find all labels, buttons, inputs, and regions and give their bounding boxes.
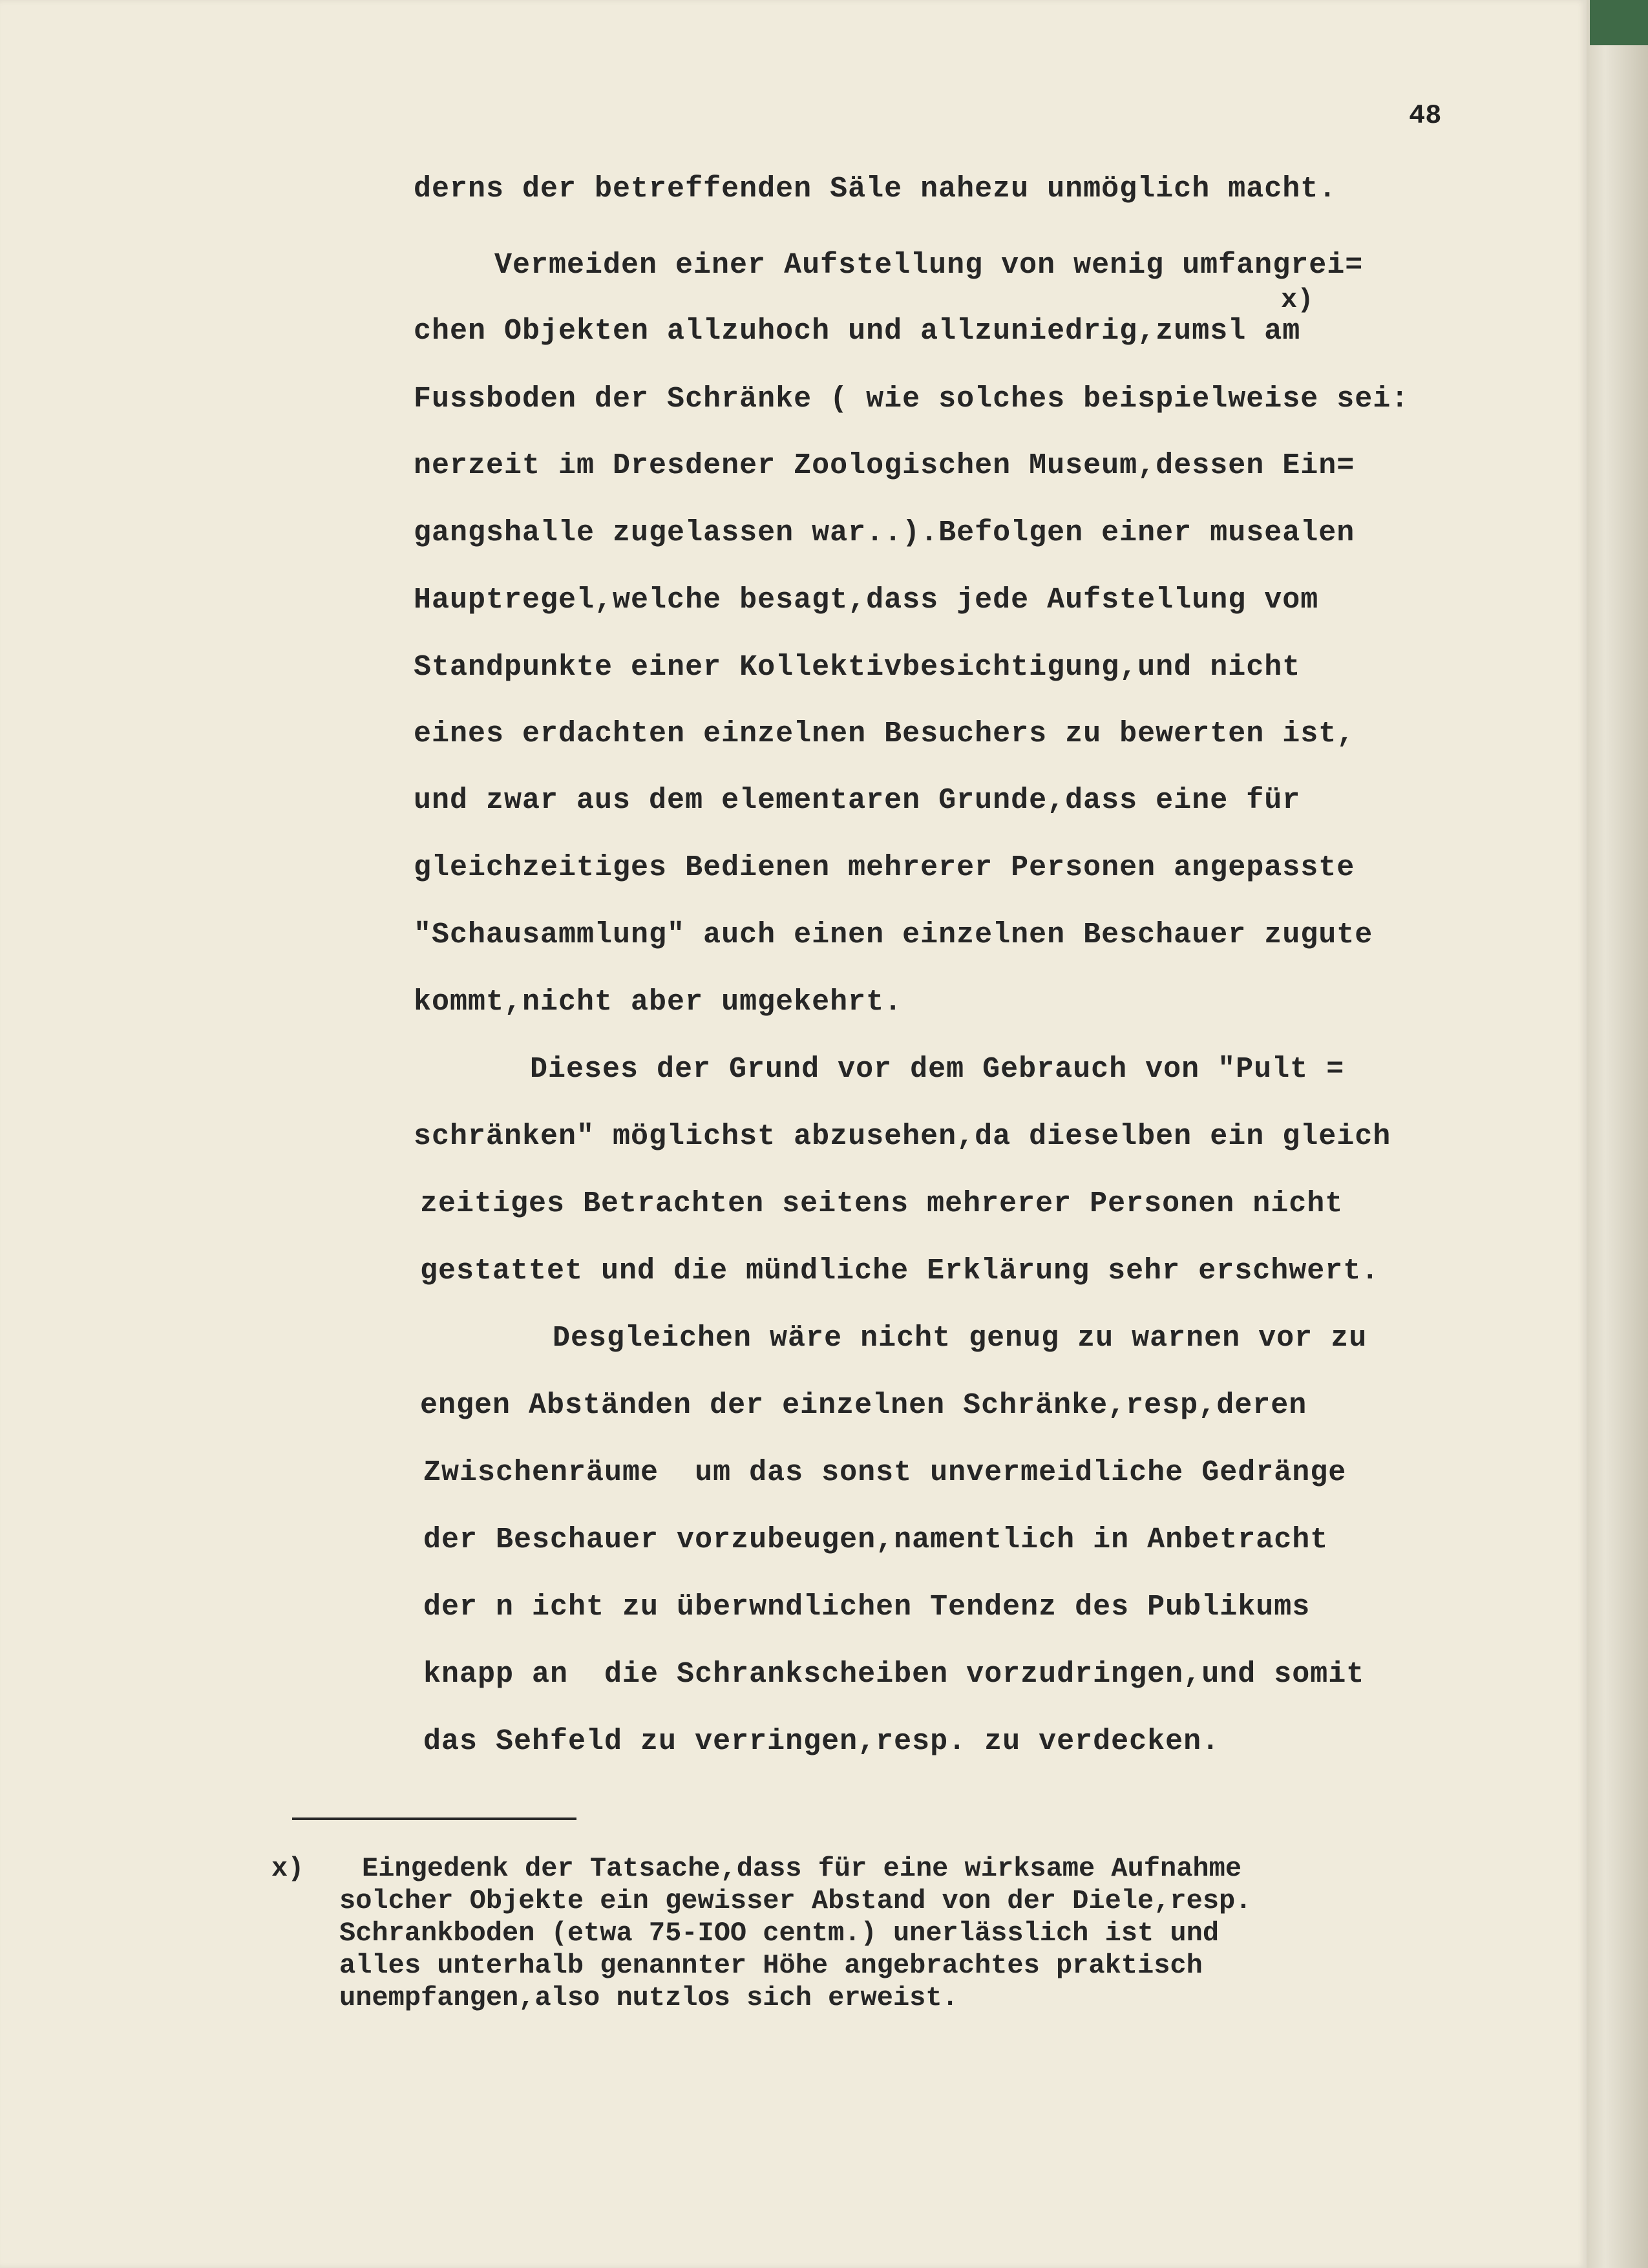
body-line: gestattet und die mündliche Erklärung sehr erschwert. bbox=[420, 1255, 1380, 1288]
body-line: kommt,nicht aber umgekehrt. bbox=[414, 986, 903, 1019]
body-line: Vermeiden einer Aufstellung von wenig umfangrei= bbox=[494, 249, 1364, 282]
body-line: knapp an die Schrankscheiben vorzudringen,und somit bbox=[423, 1658, 1365, 1691]
background-corner bbox=[1590, 0, 1648, 45]
page-number: 48 bbox=[1409, 100, 1442, 131]
body-line: Standpunkte einer Kollektivbesichtigung,und nicht bbox=[414, 651, 1301, 684]
footnote-line: alles unterhalb genannter Höhe angebrachtes praktisch bbox=[339, 1950, 1203, 1981]
body-line: der Beschauer vorzubeugen,namentlich in Anbetracht bbox=[423, 1523, 1329, 1556]
body-line: Zwischenräume um das sonst unvermeidliche Gedränge bbox=[423, 1456, 1347, 1489]
body-line: "Schausammlung" auch einen einzelnen Beschauer zugute bbox=[414, 918, 1373, 951]
footnote-marker: x) bbox=[271, 1853, 304, 1884]
body-line: zeitiges Betrachten seitens mehrerer Personen nicht bbox=[420, 1187, 1344, 1220]
footnote-line: Eingedenk der Tatsache,dass für eine wirksame Aufnahme bbox=[362, 1853, 1242, 1884]
footnote-separator bbox=[292, 1818, 576, 1820]
body-line: Desgleichen wäre nicht genug zu warnen vor zu bbox=[553, 1322, 1368, 1355]
body-line: chen Objekten allzuhoch und allzuniedrig,zumsl am bbox=[414, 315, 1301, 348]
body-line: und zwar aus dem elementaren Grunde,dass eine für bbox=[414, 784, 1301, 817]
page-edge-strip bbox=[1587, 0, 1648, 2268]
body-line: der n icht zu überwndlichen Tendenz des Publikums bbox=[423, 1591, 1311, 1624]
footnote-reference: x) bbox=[1281, 284, 1314, 315]
body-line: nerzeit im Dresdener Zoologischen Museum,dessen Ein= bbox=[414, 449, 1355, 482]
body-line: Dieses der Grund vor dem Gebrauch von "Pult = bbox=[530, 1053, 1345, 1086]
body-line: eines erdachten einzelnen Besuchers zu bewerten ist, bbox=[414, 717, 1355, 750]
footnote-line: unempfangen,also nutzlos sich erweist. bbox=[339, 1982, 958, 2013]
body-line: Fussboden der Schränke ( wie solches beispielweise sei: bbox=[414, 383, 1410, 416]
body-line: gleichzeitiges Bedienen mehrerer Personen angepasste bbox=[414, 851, 1355, 884]
body-line: derns der betreffenden Säle nahezu unmöglich macht. bbox=[414, 173, 1337, 206]
footnote-line: solcher Objekte ein gewisser Abstand von der Diele,resp. bbox=[339, 1885, 1252, 1916]
body-line: das Sehfeld zu verringen,resp. zu verdecken. bbox=[423, 1725, 1220, 1758]
body-line: Hauptregel,welche besagt,dass jede Aufstellung vom bbox=[414, 584, 1319, 617]
body-line: engen Abständen der einzelnen Schränke,resp,deren bbox=[420, 1389, 1307, 1422]
body-line: gangshalle zugelassen war..).Befolgen einer musealen bbox=[414, 516, 1355, 549]
body-line: schränken" möglichst abzusehen,da dieselben ein gleich bbox=[414, 1120, 1391, 1153]
footnote-line: Schrankboden (etwa 75-IOO centm.) unerlässlich ist und bbox=[339, 1918, 1220, 1949]
